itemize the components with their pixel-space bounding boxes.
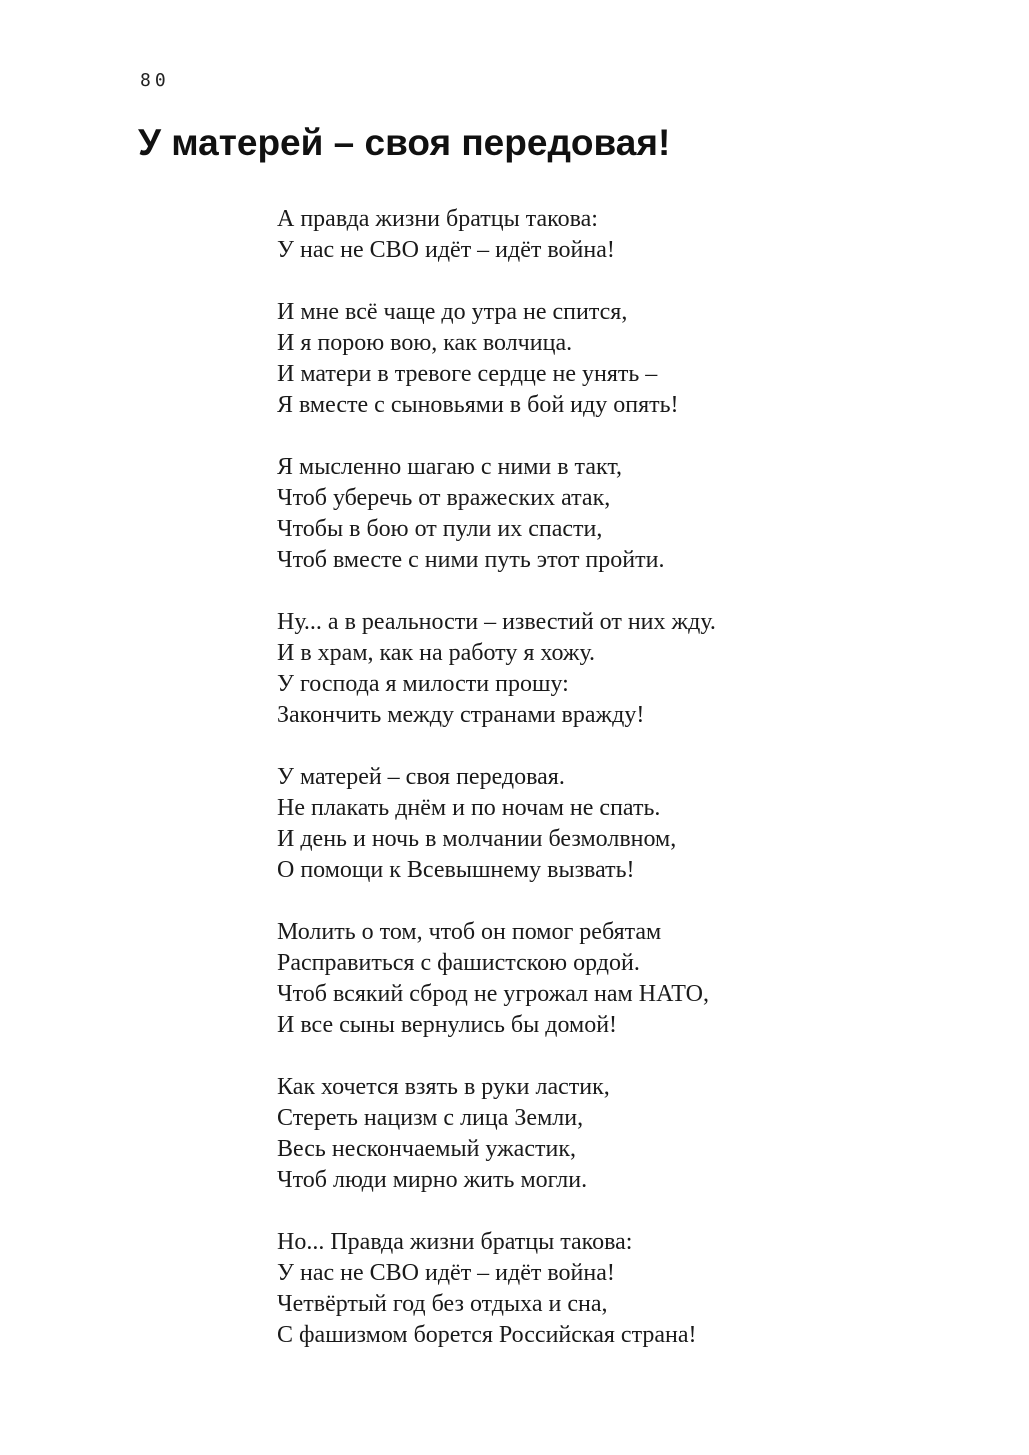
poem-line: Ну... а в реальности – известий от них жду.	[277, 609, 716, 635]
stanza	[277, 452, 977, 576]
stanza	[277, 607, 977, 731]
stanza	[277, 297, 977, 421]
poem-line: У матерей – своя передовая.	[277, 764, 565, 790]
poem-line: А правда жизни братцы такова:	[277, 206, 598, 232]
poem-line: Молить о том, чтоб он помог ребятам	[277, 919, 662, 945]
poem-line: И все сыны вернулись бы домой!	[277, 1012, 618, 1038]
poem-line: Не плакать днём и по ночам не спать.	[277, 795, 661, 821]
poem-line: И матери в тревоге сердце не унять –	[277, 361, 658, 387]
stanza	[277, 917, 977, 1041]
poem-line: У господа я милости прошу:	[277, 671, 569, 697]
stanza	[277, 1227, 977, 1351]
stanza	[277, 762, 977, 886]
poem-line: Расправиться с фашистскою ордой.	[277, 950, 640, 976]
poem-line: Закончить между странами вражду!	[277, 702, 645, 728]
poem-line: У нас не СВО идёт – идёт война!	[277, 1260, 615, 1286]
poem-line: Чтоб вместе с ними путь этот пройти.	[277, 547, 665, 573]
poem-line: У нас не СВО идёт – идёт война!	[277, 237, 615, 263]
stanza	[277, 1072, 977, 1196]
poem-line: О помощи к Всевышнему вызвать!	[277, 857, 635, 883]
poem-title: У матерей – своя передовая!	[138, 122, 671, 163]
poem-line: Но... Правда жизни братцы такова:	[277, 1229, 633, 1255]
poem-line: Чтобы в бою от пули их спасти,	[277, 516, 603, 542]
poem-line: Чтоб уберечь от вражеских атак,	[277, 485, 611, 511]
poem-line: Как хочется взять в руки ластик,	[277, 1074, 610, 1100]
poem-line: Четвёртый год без отдыха и сна,	[277, 1291, 608, 1317]
poem-line: И мне всё чаще до утра не спится,	[277, 299, 628, 325]
poem-line: С фашизмом борется Российская страна!	[277, 1322, 697, 1348]
page-number: 80	[140, 70, 170, 91]
poem-body	[277, 204, 977, 1382]
poem-line: Я вместе с сыновьями в бой иду опять!	[277, 392, 679, 418]
poem-line: Весь нескончаемый ужастик,	[277, 1136, 576, 1162]
poem-line: Стереть нацизм с лица Земли,	[277, 1105, 584, 1131]
poem-line: И в храм, как на работу я хожу.	[277, 640, 596, 666]
poem-line: Чтоб всякий сброд не угрожал нам НАТО,	[277, 981, 709, 1007]
poem-line: Чтоб люди мирно жить могли.	[277, 1167, 588, 1193]
poem-line: Я мысленно шагаю с ними в такт,	[277, 454, 623, 480]
stanza	[277, 204, 977, 266]
poem-line: И я порою вою, как волчица.	[277, 330, 573, 356]
poem-line: И день и ночь в молчании безмолвном,	[277, 826, 677, 852]
